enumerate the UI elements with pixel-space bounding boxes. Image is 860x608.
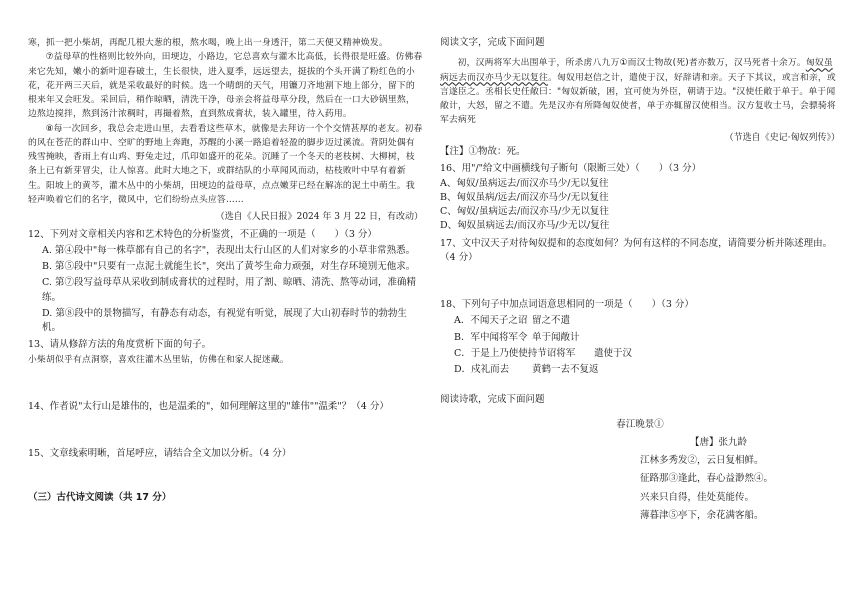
answer-space [28,461,423,491]
poem-author: 【唐】张九龄 [690,436,748,448]
q16-option-d: D、匈奴虽病远去/而汉亦马/少无以/复往 [440,220,610,232]
q12-option-c: C. 第⑦段写益母草从采收到制成膏状的过程时，用了割、晾晒、清洗、熬等动词，准确精练。 [42,277,416,303]
reading-instruction-2: 阅读诗歌，完成下面问题 [440,394,545,406]
passage-source: （选自《人民日报》2024 年 3 月 22 日，有改动） [215,212,423,222]
section-heading-3: （三）古代诗文阅读（共 17 分） [28,492,172,504]
classical-passage [440,56,840,127]
poem-line-1: 江林多秀发②，云日复相鲜。 [640,455,764,466]
q12-option-a: A. 第④段中"每一株草都有自己的名字"，表现出太行山区的人们对家乡的小草非常熟悉。 [42,244,416,256]
modern-passage [28,36,423,207]
annotation-note: 【注】①物故：死。 [440,146,526,157]
q12-option-d: D. 第⑧段中的景物描写，有静态有动态，有视觉有听觉，展现了大山初春时节的勃勃生机。 [42,307,407,333]
q18-c-right: 遣使于汉 [594,347,633,359]
q18-c-left: C．于是上乃使使持节诏将军 [454,347,576,359]
passage-paragraph-8: ⑧每一次回乡，我总会走进山里，去看看这些草木，就像是去拜访一个个交情甚厚的老友。初春的风在苍茫的群山中、空旷的野地上奔跑，苏醒的小溪一路追着轻盈的脚步迈过溪流。背阴处偶有残雪掩映，香雨上有山鸡、野兔走过，爪印如盛开的花朵。沉睡了一个冬天的老枝树、大柳树，枝条上已有新芽冒尖，让人惊喜。此时大地之下，或群结队的小草闻风而动，枯枝败叶中早有着新生。阳坡上的黄芩，灌木丛中的小柴胡，田埂边的益母草，点点嫩芽已经在解冻的泥土中萌生。我轻声唤着它们的名字，微风中，它们纷纷点头应答…… [28,123,423,205]
question-16: 16、用"/"给文中画横线句子断句（限断三处）（ ）（3 分） [440,163,702,175]
classical-paragraph: 初，汉两将军大出围单于，所杀虏八九万①而汉士物故(死)者亦数万，汉马死者十余万。匈奴虽病远去而汉亦马少无以复往。匈奴用赵信之计，遣使于汉，好辞请和亲。天子下其议，或言和亲，或言遂臣之。丞相长史任敞曰："匈奴新破，困，宜可使为外臣，朝请于边。"汉使任敞于单于。单于闻敞计，大怒，留之不遣。先是汉亦有所降匈奴使者，单于亦辄留汉使相当。汉方复收士马，会骠骑将军去病死 [440,58,836,126]
q13-sentence: 小柴胡似乎有点洞察，喜欢往灌木丛里钻，仿佛在和家人捉迷藏。 [28,354,289,365]
passage-part-b: 而汉士物故(死)者亦数万，汉马死者十余万。 [627,58,806,69]
passage-paragraph-7: ⑦益母草的性格则比较外向，田埂边，小路边，它总喜欢与灌木比高低，长得很是旺盛。仿佛春来它先知，嫩小的新叶迎春破土，生长很快，进入夏季，远远望去，挺拔的个头开满了粉红色的小花，花开两三天后，就是采收最好的时候。选一个晴朗的天气，用镰刀齐地割下地上部分，留下的根来年又会旺发。采回后，稍作晾晒，清洗干净，母亲会将益母草分段，然后在一口大砂锅里熬，边熬边搅拌，熬到汤汁浓稠时，再撮着熬，直到熬成膏状，装入罐里，待入药用。 [28,52,423,120]
reading-instruction-1: 阅读文字，完成下面问题 [440,37,545,48]
answer-space [440,377,840,393]
q18-d-left: D．戍礼而去 [454,364,510,375]
question-13: 13、请从修辞方法的角度赏析下面的句子。 [28,339,212,351]
q18-a-right: 留之不遣 [532,315,571,327]
q18-a-left: A．不闻天子之诏 [454,315,528,327]
q18-option-c [440,347,840,361]
q18-d-right: 黄鹤一去不复返 [532,364,599,375]
classical-source: （节选自《史记·匈奴列传》） [724,132,840,143]
left-column [28,36,423,506]
question-15: 15、文章线索明晰，首尾呼应，请结合全文加以分析。（4 分） [28,448,292,459]
question-17: 17、文中汉天子对待匈奴提和的态度如何？为何有这样的不同态度，请简要分析并陈述理由。（4 分） [440,237,833,263]
q18-option-d [440,363,840,377]
poem-line-2: 征路那③逢此，春心益渺然④。 [640,473,774,485]
question-18: 18、下列句子中加点词语意思相同的一项是（ ）（3 分） [440,299,694,310]
q16-option-a: A、匈奴/虽病远去/而汉亦马少/无以复往 [440,177,609,189]
poem-line-4: 薄暮津⑤亭下，余花满客船。 [640,509,764,521]
q12-option-b: B. 第⑤段中"只要有一点泥土就能生长"，突出了黄芩生命力顽强，对生存环境别无他求。 [42,261,416,272]
answer-space [28,367,423,397]
q18-b-right: 单于闻敞计 [532,331,580,343]
q18-option-a [440,314,840,328]
passage-part-c: 匈奴用赵信之计，遣使于汉，好辞请和亲。天子下其议，或言和亲，或言遂臣之。丞相长史任敞曰："匈奴新破，困，宜可使为外臣，朝请于边。"汉使任敞于单于。单于闻敞计，大怒，留之不遣。先是汉亦有所降匈奴使者，单于亦辄留汉使相当。汉方复收士马，会骠骑将军去病死 [440,72,836,126]
q16-option-c: C、匈奴/虽病远去/而汉亦马/少无以复往 [440,206,609,217]
poem-line-3: 兴来只自得，佳处莫能传。 [640,491,755,503]
q18-option-b [440,331,840,345]
underlined-sentence: 匈奴虽病远去而汉亦马少无以复往 [440,58,833,83]
poem-title: 春江晚景① [616,418,664,430]
passage-paragraph-cont: 寒，抓一把小柴胡，再配几根大葱的根，熬水喝，晚上出一身透汗，第二天便又精神焕发。 [28,38,388,48]
question-14: 14、作者说"太行山是雄伟的，也是温柔的"，如何理解这里的"雄伟""温柔"？（4 分） [28,400,389,412]
passage-part-a: 初，汉两将军大出围单于，所杀虏八九万① [457,58,628,69]
q16-option-b: B、匈奴虽病/远去/而汉亦马少/无以复往 [440,191,609,203]
answer-space [440,265,840,295]
right-column [440,36,840,523]
answer-space [28,414,423,444]
question-12: 12、下列对文章相关内容和艺术特色的分析鉴赏，不正确的一项是（ ）（3 分） [28,228,377,240]
q18-b-left: B．军中闻将军令 [454,331,528,343]
